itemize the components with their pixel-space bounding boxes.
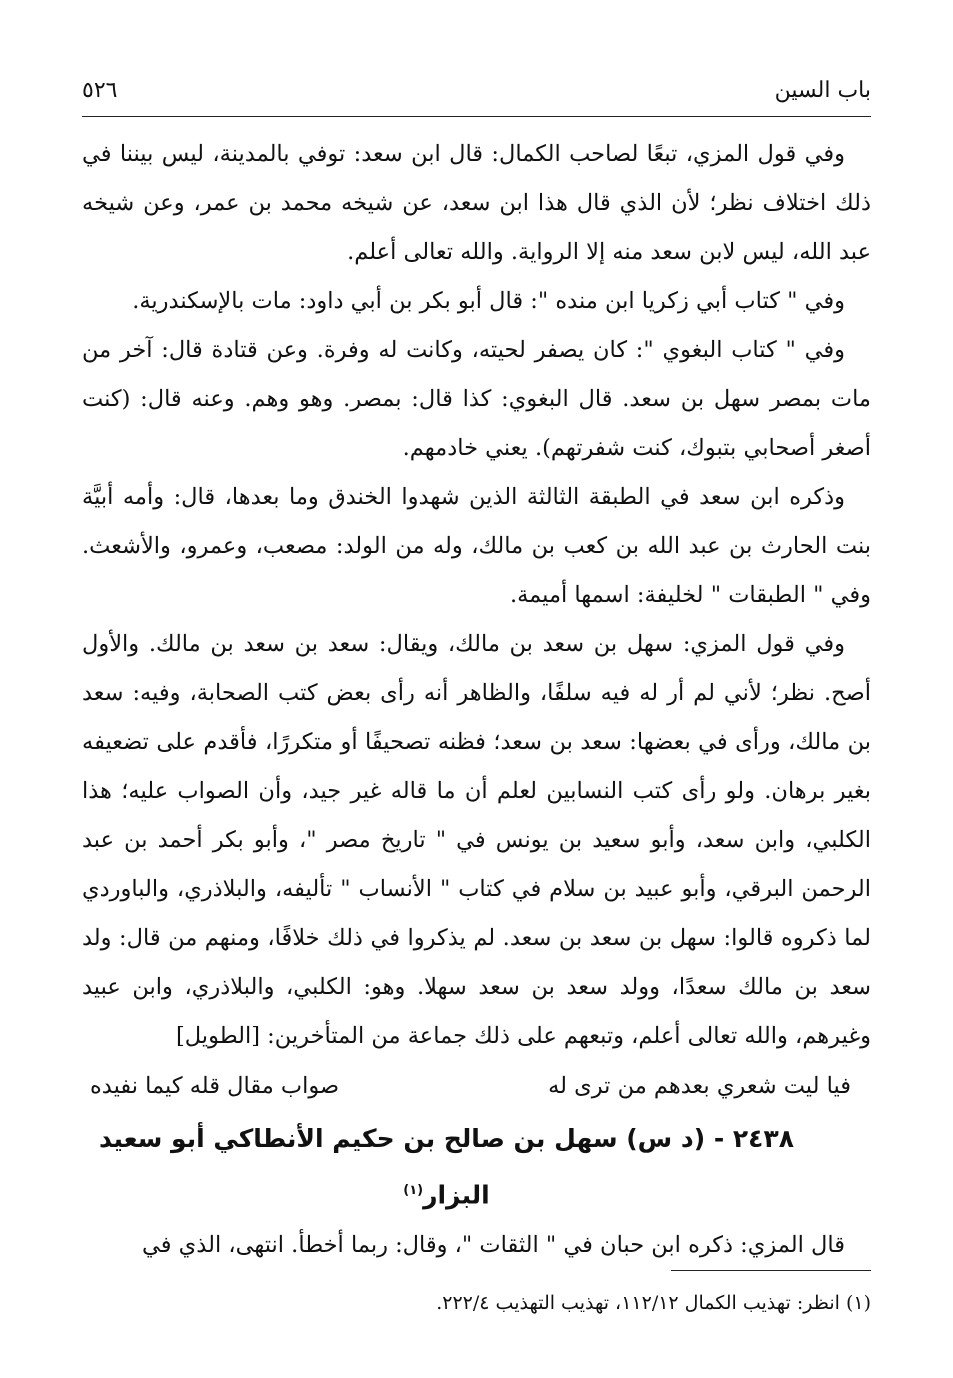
chapter-title: باب السين — [774, 77, 871, 103]
entry-heading-text: ٢٤٣٨ - (د س) سهل بن صالح بن حكيم الأنطاكي أبو سعيد البزار — [99, 1124, 794, 1210]
header-divider — [82, 116, 871, 117]
paragraph: وفي " كتاب البغوي ": كان يصفر لحيته، وكانت له وفرة. وعن قتادة قال: آخر من مات بمصر سهل بن سعد. قال البغوي: كذا قال: بمصر. وهو وهم. وعنه قال: (كنت أصغر أصحابي بتبوك، كنت شفرتهم). يعني خادمهم. — [82, 337, 871, 461]
entry-text: قال المزي: ذكره ابن حبان في " الثقات "، وقال: ربما أخطأ. انتهى، الذي في — [142, 1232, 845, 1259]
verse-first-hemistich: فيا ليت شعري بعدهم من ترى له — [548, 1073, 851, 1099]
footnote-divider — [671, 1270, 871, 1271]
poetry-verse — [82, 1061, 871, 1111]
page-header — [82, 72, 871, 108]
paragraph: وفي " كتاب أبي زكريا ابن منده ": قال أبو بكر بن أبي داود: مات بالإسكندرية. — [132, 288, 845, 314]
paragraph: وذكره ابن سعد في الطبقة الثالثة الذين شهدوا الخندق وما بعدها، قال: وأمه أبيَّة بنت الحارث بن عبد الله بن كعب بن مالك، وله من الولد: مصعب، وعمرو، والأشعث. وفي " الطبقات " لخليفة: اسمها أميمة. — [82, 484, 871, 608]
page-number: ٥٢٦ — [82, 77, 118, 103]
footnote-reference: (١) — [403, 1183, 424, 1198]
paragraph: وفي قول المزي، تبعًا لصاحب الكمال: قال ابن سعد: توفي بالمدينة، ليس بيننا في ذلك اختلاف نظر؛ لأن الذي قال هذا ابن سعد، عن شيخه محمد بن عمر، وعن شيخه عبد الله، ليس لابن سعد منه إلا الرواية. والله تعالى أعلم. — [82, 141, 871, 265]
paragraph: وفي قول المزي: سهل بن سعد بن مالك، ويقال: سعد بن سعد بن مالك. والأول أصح. نظر؛ لأني لم أر له فيه سلفًا، والظاهر أنه رأى بعض كتب الصحابة، وفيه: سعد بن مالك، ورأى في بعضها: سعد بن سعد؛ فظنه تصحيفًا أو متكررًا، فأقدم على تضعيفه بغير برهان. ولو رأى كتب النسابين لعلم أن ما قاله غير جيد، وأن الصواب عليه؛ هذا الكلبي، وابن سعد، وأبو سعيد بن يونس في " تاريخ مصر "، وأبو بكر أحمد بن عبد الرحمن البرقي، وأبو عبيد بن سلام في كتاب " الأنساب " تأليفه، والبلاذري، والباوردي لما ذكروه قالوا: سهل بن سعد بن سعد. لم يذكروا في ذلك خلافًا، ومنهم من قال: ولد سعد بن مالك سعدًا، وولد سعد بن سعد سهلا. وهو: الكلبي، والبلاذري، وابن عبيد وغيرهم، والله تعالى أعلم، وتبعهم على ذلك جماعة من المتأخرين: [الطويل] — [82, 631, 872, 1049]
footnote: (١) انظر: تهذيب الكمال ١١٢/١٢، تهذيب التهذيب ٢٢٢/٤. — [436, 1292, 871, 1314]
verse-second-hemistich: صواب مقال قله كيما نفيده — [90, 1073, 340, 1099]
main-text — [82, 130, 871, 1270]
entry-heading — [82, 1113, 871, 1221]
